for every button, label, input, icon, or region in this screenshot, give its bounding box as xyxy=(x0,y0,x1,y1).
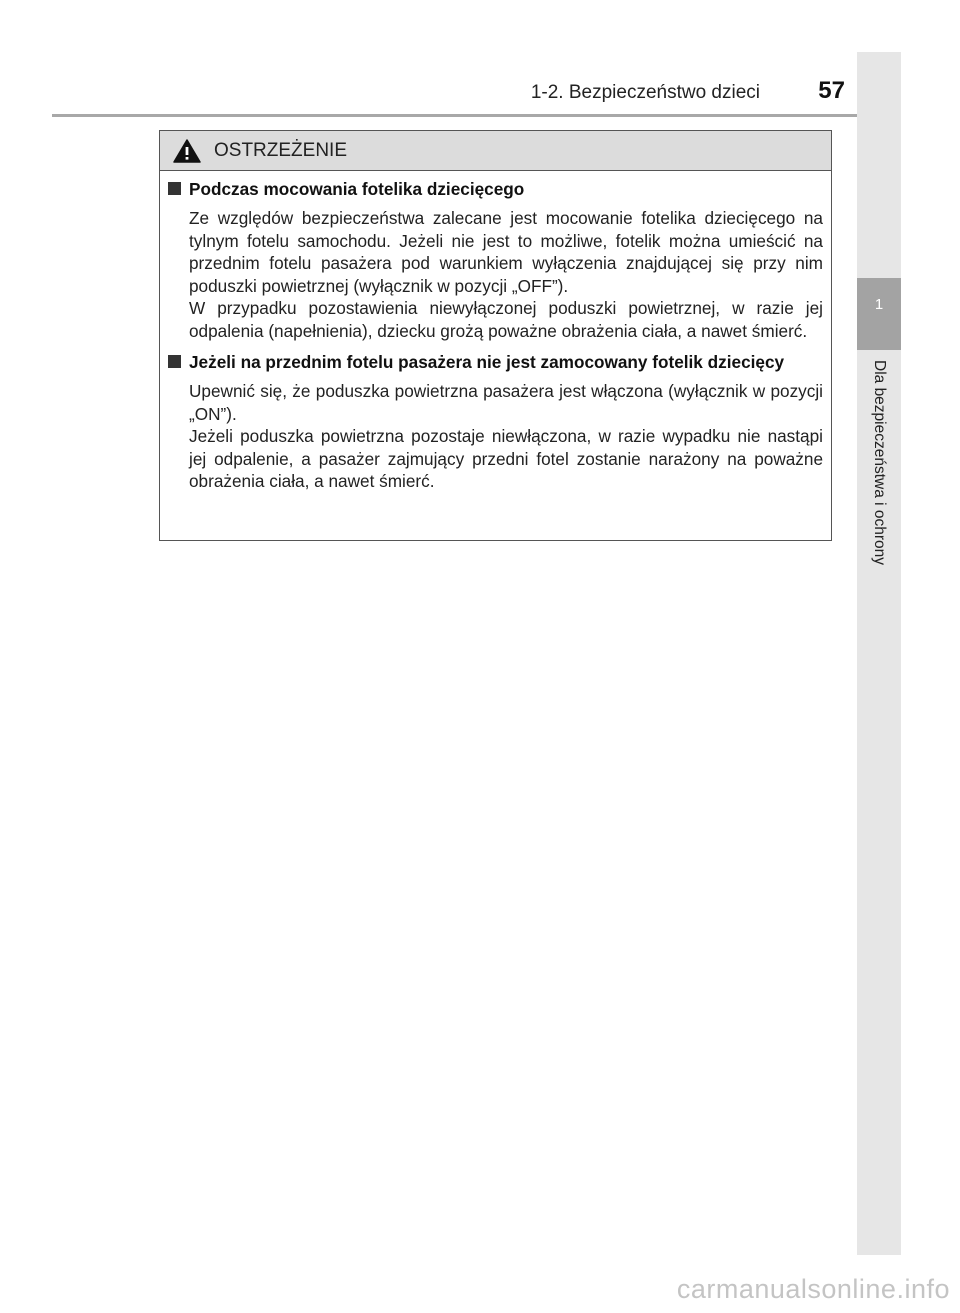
page-number: 57 xyxy=(818,77,845,104)
section-heading-text: Jeżeli na przednim fotelu pasażera nie jest zamocowany fotelik dziecięcy xyxy=(189,352,785,372)
section-paragraph: Ze względów bezpieczeństwa zalecane jest mocowanie fotelika dziecięcego na tylnym fotelu samochodu. Jeżeli nie jest to możliwe, fotelik można umieścić na przednim fotelu pasażera pod warunkiem wyłączenia znajdującej się przy nim poduszki powietrznej (wyłącznik w pozycji „OFF”). xyxy=(189,208,823,296)
header-rule xyxy=(52,114,900,117)
section-heading xyxy=(168,350,823,374)
chapter-side-bar xyxy=(857,52,901,1255)
chapter-tab-active xyxy=(857,278,901,350)
square-bullet-icon xyxy=(168,355,181,368)
warning-section xyxy=(168,350,823,493)
warning-section xyxy=(168,177,823,342)
running-header-title: 1-2. Bezpieczeństwo dzieci xyxy=(530,82,760,103)
section-paragraph: W przypadku pozostawienia niewyłączonej poduszki powietrznej, w razie jej odpalenia (napełnienia), dziecku grożą poważne obrażenia ciała, a nawet śmierć. xyxy=(189,298,823,341)
warning-triangle-icon xyxy=(173,139,201,163)
square-bullet-icon xyxy=(168,182,181,195)
watermark: carmanualsonline.info xyxy=(676,1274,950,1304)
warning-body xyxy=(168,177,823,501)
warning-header xyxy=(160,131,831,171)
section-paragraph: Upewnić się, że poduszka powietrzna pasażera jest włączona (wyłącznik w pozycji „ON”). xyxy=(189,381,823,424)
chapter-tab-number: 1 xyxy=(874,296,884,313)
warning-title: OSTRZEŻENIE xyxy=(214,140,348,161)
section-heading xyxy=(168,177,823,201)
section-paragraph: Jeżeli poduszka powietrzna pozostaje niewłączona, w razie wypadku nie nastąpi jej odpalenie, a pasażer zajmujący przedni fotel zostanie narażony na poważne obrażenia ciała, a nawet śmierć. xyxy=(189,426,823,491)
section-heading-text: Podczas mocowania fotelika dziecięcego xyxy=(189,179,525,199)
warning-box xyxy=(159,130,832,541)
chapter-side-label: Dla bezpieczeństwa i ochrony xyxy=(871,360,888,566)
